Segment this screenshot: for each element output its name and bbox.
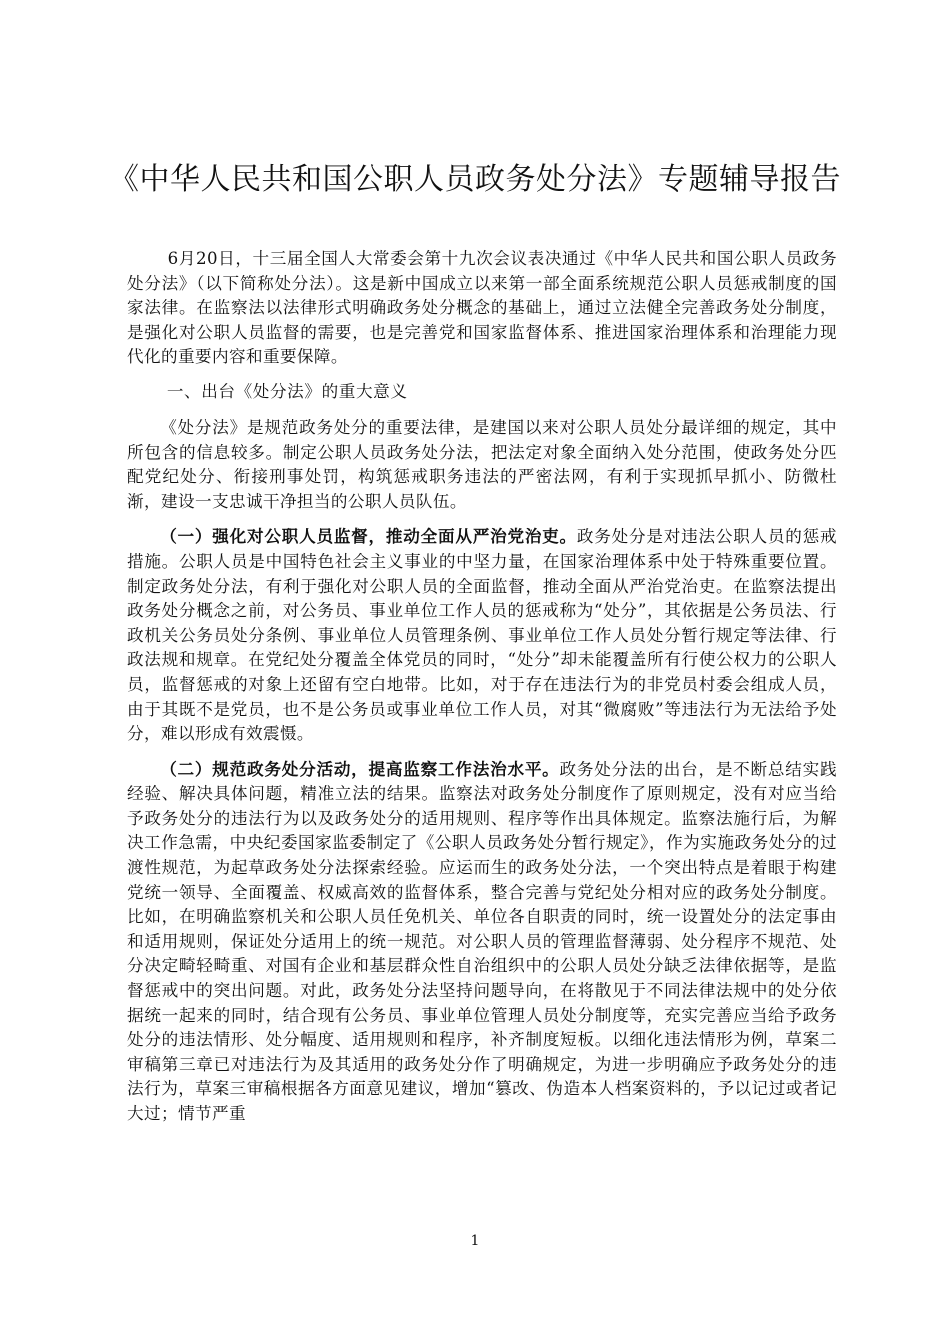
point-two-text: 政务处分法的出台，是不断总结实践经验、解决具体问题，精准立法的结果。监察法对政务处分制度作了原则规定，没有对应当给予政务处分的违法行为以及政务处分的适用规则、程序等作出具体规定。监察法施行后，为解决工作急需，中央纪委国家监委制定了《公职人员政务处分暂行规定》，作为实施政务处分的过渡性规范，为起草政务处分法探索经验。应运而生的政务处分法，一个突出特点是着眼于构建党统一领导、全面覆盖、权威高效的监督体系，整合完善与党纪处分相对应的政务处分制度。比如，在明确监察机关和公职人员任免机关、单位各自职责的同时，统一设置处分的法定事由和适用规则，保证处分适用上的统一规范。对公职人员的管理监督薄弱、处分程序不规范、处分决定畸轻畸重、对国有企业和基层群众性自治组织中的公职人员处分缺乏法律依据等，是监督惩戒中的突出问题。对此，政务处分法坚持问题导向，在将散见于不同法律法规中的处分依据统一起来的同时，结合现有公务员、事业单位管理人员处分制度等，充实完善应当给予政务处分的违法情形、处分幅度、适用规则和程序，补齐制度短板。以细化违法情形为例，草案二审稿第三章已对违法行为及其适用的政务处分作了明确规定，为进一步明确应予政务处分的违法行为，草案三审稿根据各方面意见建议，增加“篡改、伪造本人档案资料的，予以记过或者记大过；情节严重 (127, 759, 837, 1123)
document-body (127, 247, 837, 1137)
intro-paragraph: 6月20日，十三届全国人大常委会第十九次会议表决通过《中华人民共和国公职人员政务处分法》（以下简称处分法）。这是新中国成立以来第一部全面系统规范公职人员惩戒制度的国家法律。在监察法以法律形式明确政务处分概念的基础上，通过立法健全完善政务处分制度，是强化对公职人员监督的需要，也是完善党和国家监督体系、推进国家治理体系和治理能力现代化的重要内容和重要保障。 (127, 249, 837, 367)
section-heading: 一、出台《处分法》的重大意义 (166, 381, 408, 401)
point-one-paragraph (127, 524, 837, 746)
point-one-text: 政务处分是对违法公职人员的惩戒措施。公职人员是中国特色社会主义事业的中坚力量，在国家治理体系中处于特殊重要位置。制定政务处分法，有利于强化对公职人员的全面监督，推动全面从严治党治吏。在监察法提出政务处分概念之前，对公务员、事业单位工作人员的惩戒称为“处分”，其依据是公务员法、行政机关公务员处分条例、事业单位人员管理条例、事业单位工作人员处分暂行规定等法律、行政法规和规章。在党纪处分覆盖全体党员的同时，“处分”却未能覆盖所有行使公权力的公职人员，监督惩戒的对象上还留有空白地带。比如，对于存在违法行为的非党员村委会组成人员，由于其既不是党员，也不是公务员或事业单位工作人员，对其“微腐败”等违法行为无法给予处分，难以形成有效震慑。 (127, 527, 838, 744)
point-two-paragraph (127, 757, 837, 1127)
document-title: 《中华人民共和国公职人员政务处分法》专题辅导报告 (109, 162, 841, 197)
point-two-lead: （二）规范政务处分活动，提高监察工作法治水平。 (160, 758, 560, 779)
point-one-lead: （一）强化对公职人员监督，推动全面从严治党治吏。 (160, 526, 577, 547)
section-summary-paragraph: 《处分法》是规范政务处分的重要法律，是建国以来对公职人员处分最详细的规定，其中所包含的信息较多。制定公职人员政务处分法，把法定对象全面纳入处分范围，使政务处分匹配党纪处分、衔接刑事处罚，构筑惩戒职务违法的严密法网，有利于实现抓早抓小、防微杜渐，建设一支忠诚干净担当的公职人员队伍。 (127, 417, 837, 511)
page-number: 1 (470, 1233, 480, 1249)
